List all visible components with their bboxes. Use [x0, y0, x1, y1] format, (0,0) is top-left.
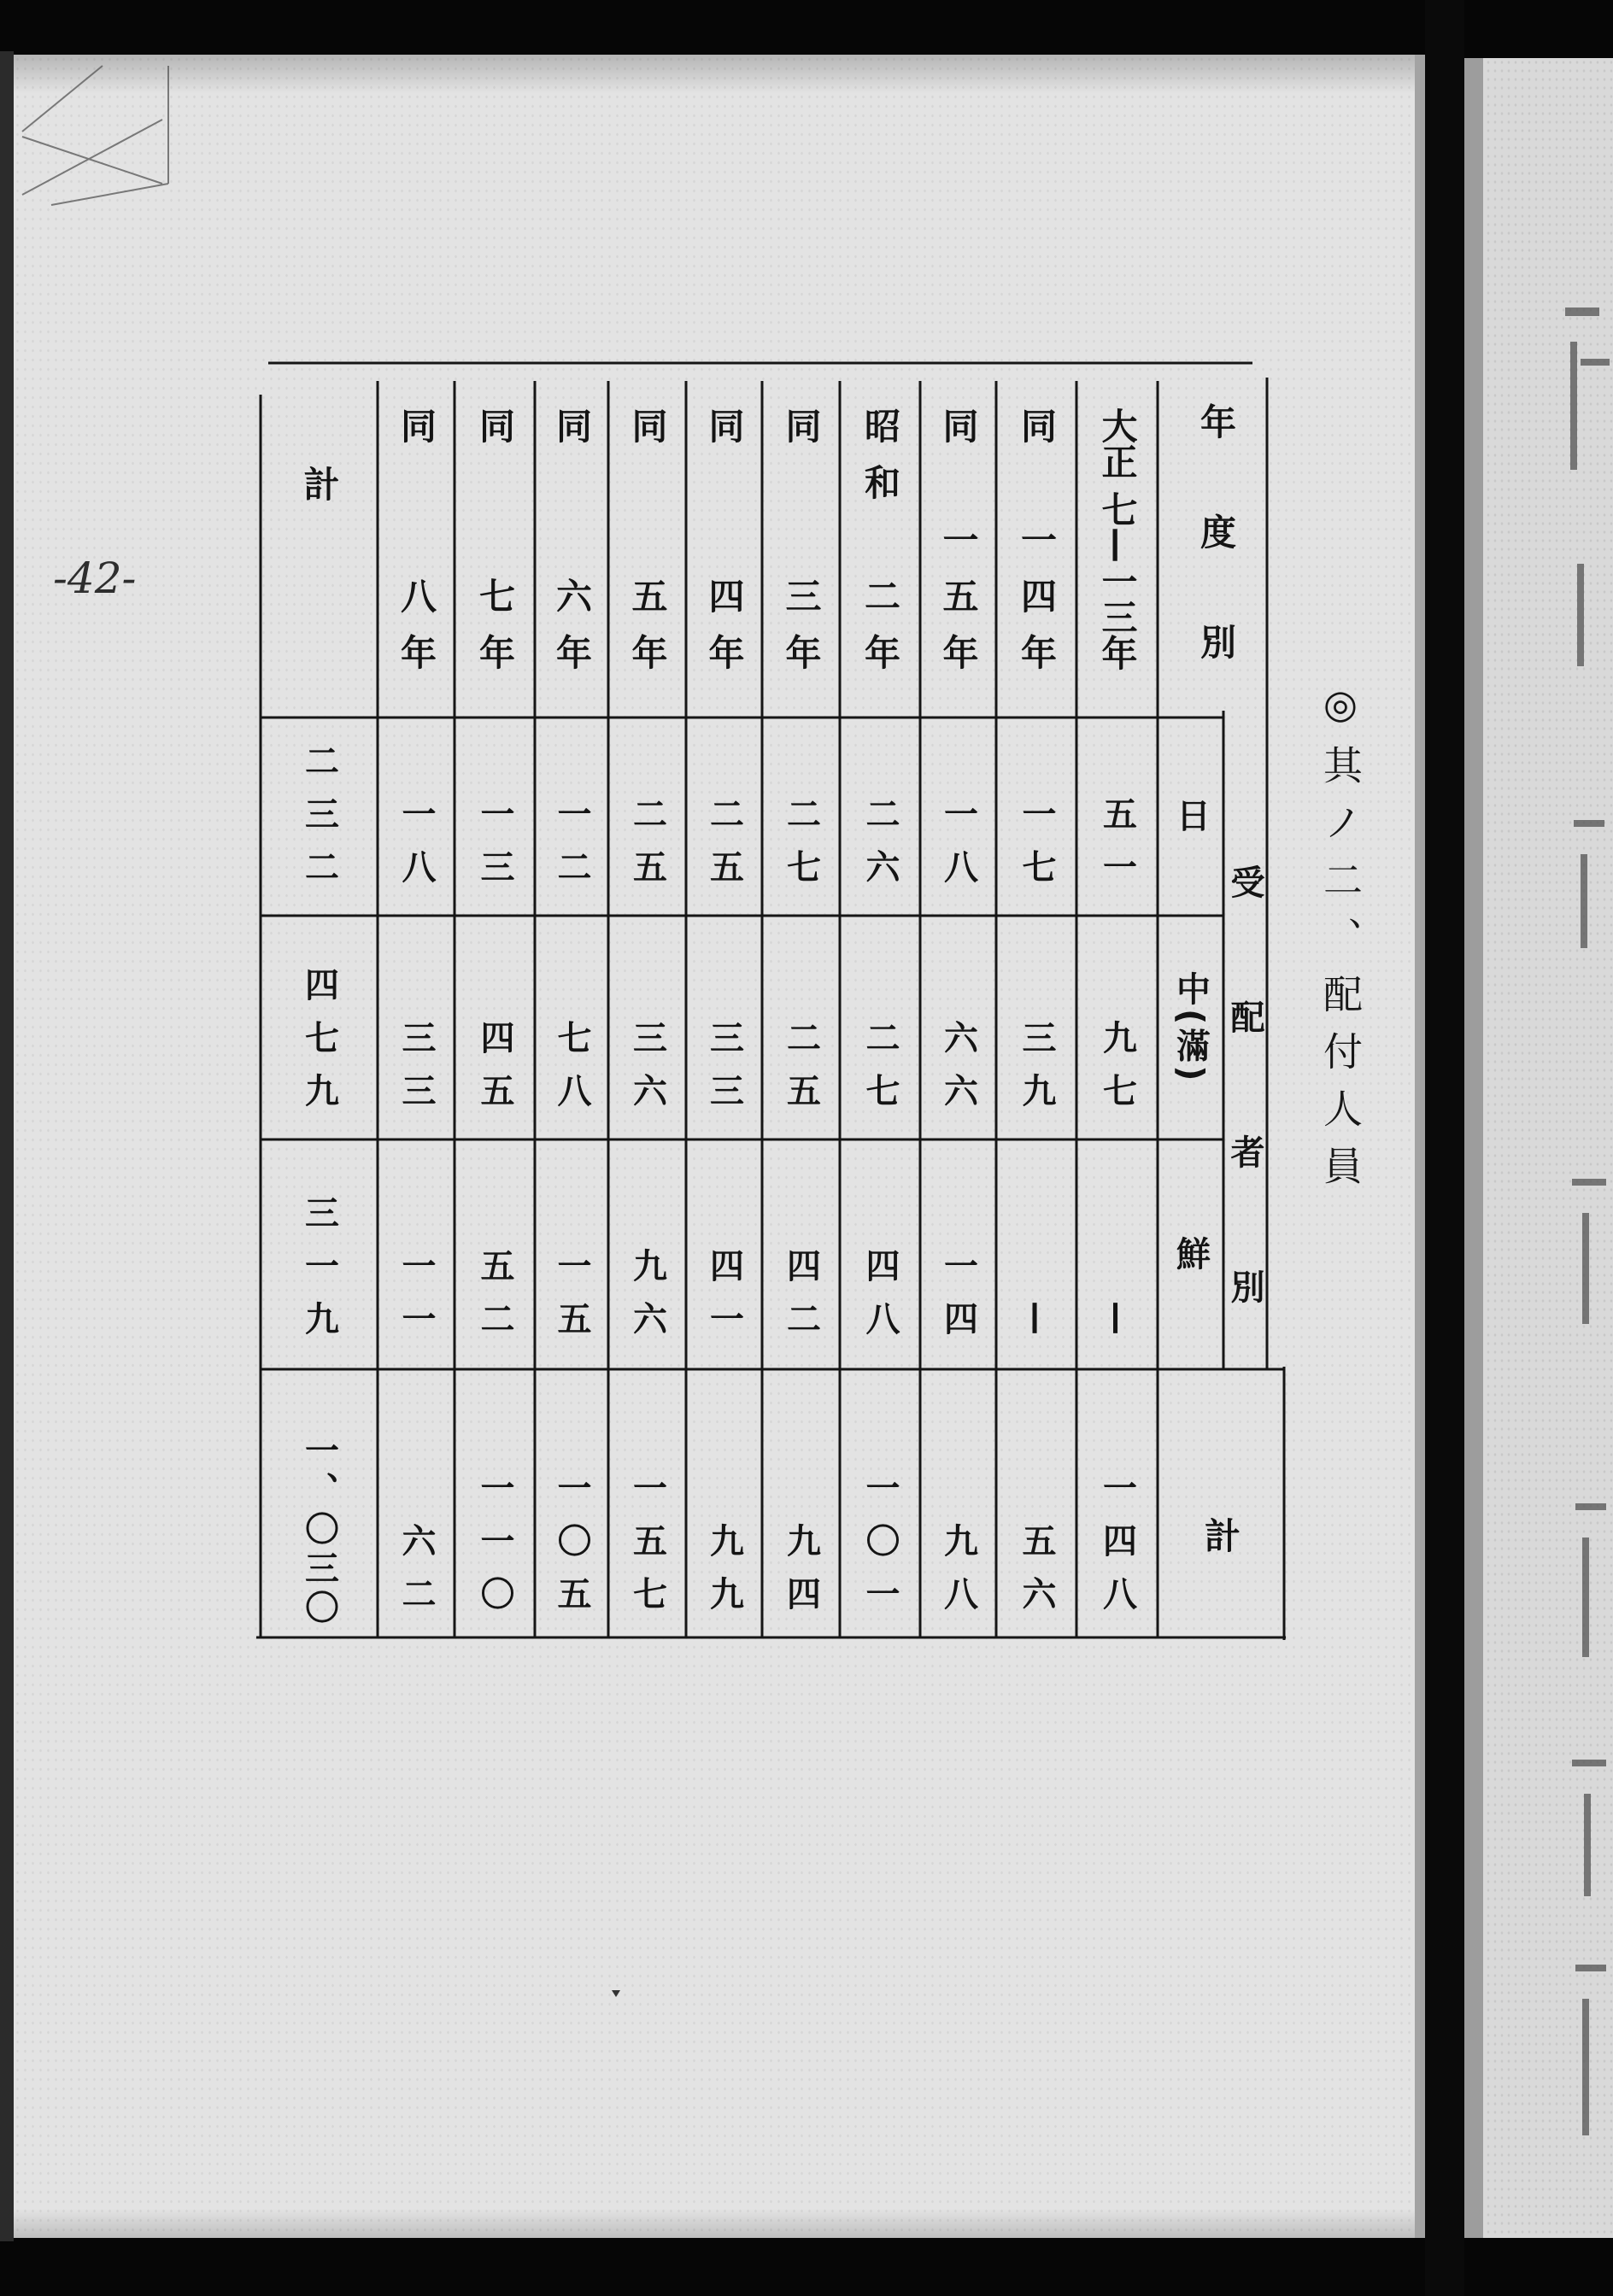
- column-header-top: 同: [780, 407, 823, 464]
- table-cell: [608, 1369, 686, 1637]
- table-cell-value: 二七: [781, 796, 821, 902]
- table-cell: [608, 916, 686, 1139]
- table-cell: [535, 718, 608, 916]
- table-cell-value: 一一〇: [475, 1470, 514, 1629]
- right-page-fragment: [1572, 1760, 1606, 1766]
- row-header-korea: [1158, 1139, 1223, 1369]
- recipient-header-label: 受配者別: [1225, 864, 1264, 1404]
- table-cell: [996, 1369, 1076, 1637]
- table-cell-value: 四七九: [299, 967, 339, 1126]
- table-cell-value: 一二: [552, 796, 591, 902]
- column-header-top: 同: [474, 407, 516, 464]
- pencil-line: [22, 66, 103, 132]
- table-cell: [535, 916, 608, 1139]
- table-cell-value: 二五: [704, 796, 744, 902]
- table-cell-value: —: [1017, 1301, 1056, 1354]
- column-header-top: 同: [626, 407, 669, 464]
- column-header-top: 計: [298, 466, 341, 522]
- right-page-fragment: [1581, 359, 1610, 366]
- table-cell: [455, 1369, 535, 1637]
- table-cell-value: 一七: [1017, 796, 1056, 902]
- table-cell: [840, 1139, 920, 1369]
- table-cell-value: 一八: [938, 796, 978, 902]
- column-header-top: 同: [396, 407, 437, 464]
- total-row-label: 計: [1199, 1517, 1241, 1553]
- table-cell: [261, 1139, 378, 1369]
- table-cell: [686, 718, 762, 916]
- column-header-year-number: 四年: [703, 577, 746, 690]
- table-cell: [261, 1369, 378, 1637]
- table-cell-value: 三一九: [299, 1195, 339, 1354]
- column-header-year: [840, 381, 920, 718]
- column-header-year: [535, 381, 608, 718]
- table-cell: [378, 1369, 455, 1637]
- right-page-fragment: [1584, 1794, 1591, 1896]
- row-header-label: 鮮: [1170, 1235, 1211, 1274]
- page-number: -42-: [53, 554, 137, 603]
- column-header-year-number: 一五年: [937, 521, 980, 690]
- table-cell: [261, 916, 378, 1139]
- table-cell: [686, 1369, 762, 1637]
- table-cell: [920, 1369, 996, 1637]
- table-cell-value: 五二: [475, 1248, 514, 1354]
- table-cell-value: 一、〇三〇: [299, 1432, 339, 1629]
- table-cell-value: 一三: [475, 796, 514, 902]
- column-header-year-number: 二年: [859, 577, 901, 690]
- pencil-line: [51, 184, 168, 205]
- table-cell-value: 二六: [860, 796, 900, 902]
- row-header-china-manchuria: [1158, 916, 1223, 1139]
- pencil-fold-marks: [22, 66, 168, 205]
- table-cell-value: 二三二: [299, 743, 339, 902]
- right-page-fragment: [1574, 820, 1604, 827]
- right-page-fragment: [1582, 1999, 1589, 2135]
- table-cell: [455, 718, 535, 916]
- row-header-japan: [1158, 718, 1223, 916]
- column-header-year-number: 六年: [551, 577, 593, 690]
- right-page-fragment: [1572, 1179, 1606, 1186]
- table-cell-value: 一四八: [1097, 1470, 1137, 1629]
- table-cell: [920, 916, 996, 1139]
- table-cell: [1076, 916, 1158, 1139]
- table-cell-value: 二七: [860, 1020, 900, 1126]
- table-cell: [996, 1139, 1076, 1369]
- table-cell-value: 三三: [704, 1020, 744, 1126]
- table-cell: [608, 718, 686, 916]
- column-header-year: [378, 381, 455, 718]
- right-page-fragment: [1570, 342, 1577, 470]
- table-cell-value: 四五: [475, 1020, 514, 1126]
- right-page-fragment: [1582, 1213, 1589, 1324]
- column-header-year-number: 五年: [626, 577, 669, 690]
- table-cell-value: 四二: [781, 1248, 821, 1354]
- table-cell: [535, 1369, 608, 1637]
- table-cell: [378, 916, 455, 1139]
- column-header-year-number: 一四年: [1016, 521, 1058, 690]
- right-page-fragments: [1565, 308, 1610, 2135]
- table-cell-value: 九六: [627, 1248, 667, 1354]
- column-header-top: 同: [703, 407, 746, 464]
- right-page-fragment: [1565, 308, 1599, 316]
- year-header-label: 年度別: [1195, 403, 1237, 734]
- table-cell-value: 三九: [1017, 1020, 1056, 1126]
- table-cell: [455, 1139, 535, 1369]
- column-header-year: [455, 381, 535, 718]
- column-header-year-number: 八年: [396, 577, 437, 690]
- column-header-year: [608, 381, 686, 718]
- table-cell-value: 一五七: [627, 1470, 667, 1629]
- table-cell-value: 一四: [938, 1248, 978, 1354]
- table-cell-value: 六二: [396, 1523, 436, 1629]
- table-cell: [840, 916, 920, 1139]
- column-header-year: [920, 381, 996, 718]
- column-header-top: 同: [1016, 407, 1058, 464]
- table-cell-value: 一〇五: [552, 1470, 591, 1629]
- table-cell: [686, 916, 762, 1139]
- table-cell-value: —: [1097, 1301, 1137, 1354]
- right-page-fragment: [1581, 854, 1587, 948]
- table-cell-value: 六六: [938, 1020, 978, 1126]
- table-cell-value: 九四: [781, 1523, 821, 1629]
- table-cell-value: 五一: [1097, 796, 1137, 902]
- column-header-year: [1076, 381, 1158, 718]
- table-cell-value: 七八: [552, 1020, 591, 1126]
- table-cell: [535, 1139, 608, 1369]
- column-header-year: [996, 381, 1076, 718]
- table-cell: [996, 718, 1076, 916]
- table-cell: [378, 718, 455, 916]
- column-header-year-number: 三年: [780, 577, 823, 690]
- row-header-label: 中(滿): [1170, 970, 1211, 1085]
- table-cell: [1076, 1369, 1158, 1637]
- table-cell: [840, 718, 920, 916]
- row-header-label: 日: [1170, 798, 1211, 835]
- table-cell: [840, 1369, 920, 1637]
- scan-speck: [612, 1990, 620, 1997]
- column-header-year-number: 七—一三年: [1096, 491, 1139, 671]
- table-cell-value: 九八: [938, 1523, 978, 1629]
- table-title: ◎其ノ二、配付人員: [1317, 681, 1364, 1203]
- right-page-fragment: [1575, 1503, 1606, 1510]
- table-cell-value: 九七: [1097, 1020, 1137, 1126]
- table-cell-value: 三三: [396, 1020, 436, 1126]
- column-header-top: 同: [937, 407, 980, 464]
- table-cell-value: 九九: [704, 1523, 744, 1629]
- column-header-year: [762, 381, 840, 718]
- column-header-year: [686, 381, 762, 718]
- table-cell-value: 一五: [552, 1248, 591, 1354]
- right-page-fragment: [1577, 564, 1584, 666]
- table-cell-value: 一一: [396, 1248, 436, 1354]
- column-header-top: 昭和: [859, 407, 901, 520]
- table-cell: [455, 916, 535, 1139]
- table-cell: [996, 916, 1076, 1139]
- column-header-top: 同: [551, 407, 593, 464]
- table-cell-value: 四八: [860, 1248, 900, 1354]
- table-cell: [920, 718, 996, 916]
- table-cell: [762, 1139, 840, 1369]
- pencil-line: [22, 120, 162, 195]
- table-cell: [378, 1139, 455, 1369]
- table-cell: [762, 916, 840, 1139]
- table-cell-value: 二五: [627, 796, 667, 902]
- column-header-total: [261, 381, 378, 718]
- table-cell-value: 五六: [1017, 1523, 1056, 1629]
- table-cell: [762, 1369, 840, 1637]
- table-cell-value: 四一: [704, 1248, 744, 1354]
- table-cell: [608, 1139, 686, 1369]
- table-cell: [1076, 718, 1158, 916]
- table-cell: [920, 1139, 996, 1369]
- table-cell-value: 一八: [396, 796, 436, 902]
- table-cell: [686, 1139, 762, 1369]
- pencil-line: [22, 137, 162, 184]
- table-cell-value: 三六: [627, 1020, 667, 1126]
- table-cell: [261, 718, 378, 916]
- table-cell: [762, 718, 840, 916]
- right-page-fragment: [1575, 1965, 1606, 1971]
- table-cell-value: 一〇一: [860, 1470, 900, 1629]
- column-header-year-number: 七年: [474, 577, 516, 690]
- table-cell-value: 二五: [781, 1020, 821, 1126]
- right-page-fragment: [1582, 1538, 1589, 1657]
- column-header-top: 大正: [1096, 407, 1139, 479]
- table-cell: [1076, 1139, 1158, 1369]
